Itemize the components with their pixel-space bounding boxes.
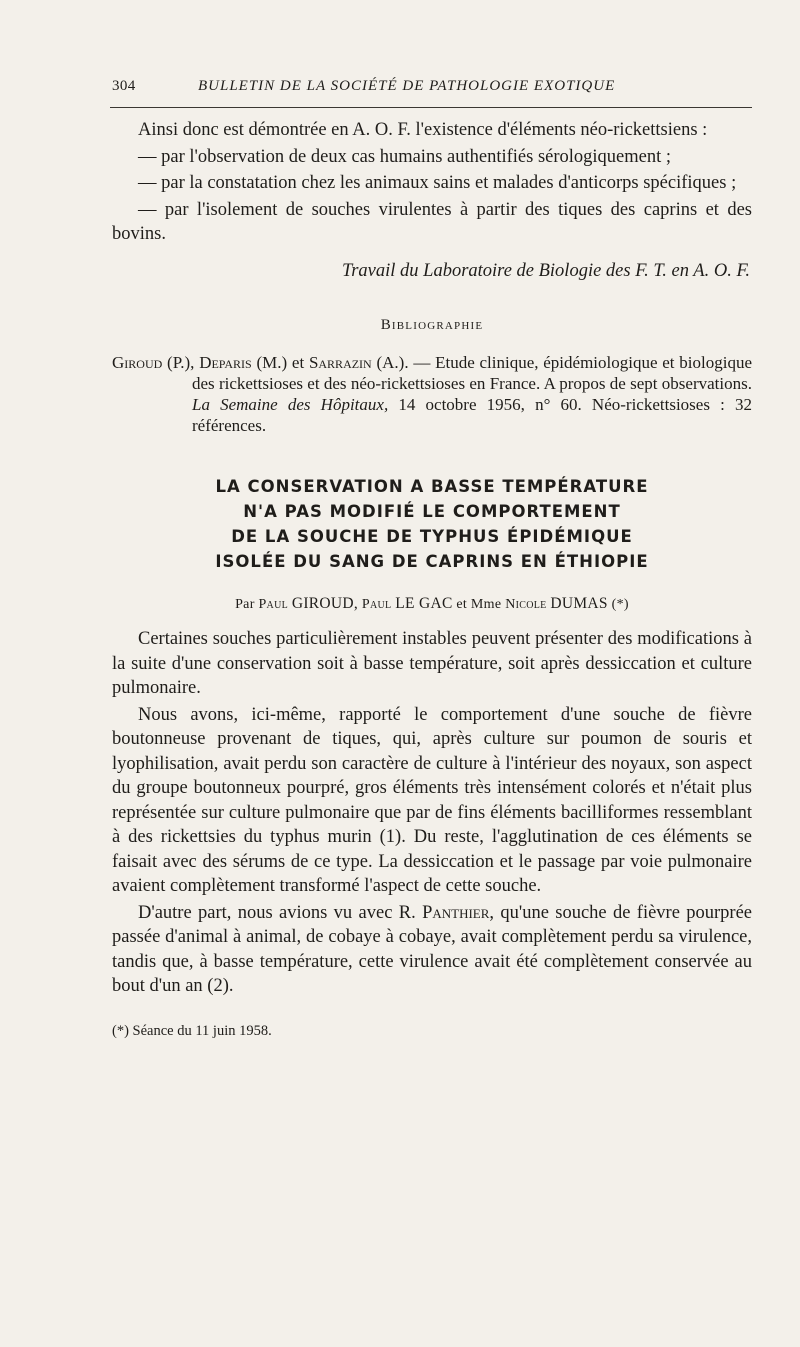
cited-name: Panthier, [422,902,495,923]
running-title: BULLETIN DE LA SOCIÉTÉ DE PATHOLOGIE EXOTIQUE [198,78,616,94]
title-line: ISOLÉE DU SANG DE CAPRINS EN ÉTHIOPIE [215,551,649,571]
ref-journal: La Semaine des Hôpitaux, [192,394,389,414]
article-body [112,627,752,1043]
conclusion-paragraph: Ainsi donc est démontrée en A. O. F. l'existence d'éléments néo-rickettsiens : [138,120,708,140]
article-byline: Par Paul GIROUD, Paul LE GAC et Mme Nicole DUMAS (*) [235,594,629,612]
laboratory-credit: Travail du Laboratoire de Biologie des F. T. en A. O. F. [341,260,750,281]
article-paragraph: Nous avons, ici-même, rapporté le comportement d'une souche de fièvre boutonneuse provenant de tiques, qui, après culture sur poumon de souris et lyophilisation, avait perdu son caractère de culture à l'intérieur des noyaux, son aspect du groupe boutonneux pourpré, gros éléments très intensément colorés et n'était plus représentée sur culture pulmonaire que par de fins éléments bacilliformes ressemblant à des rickettsies du typhus murin (1). Du reste, l'agglutination de ces éléments se faisait avec des sérums de ce type. La dessiccation et le passage par voie pulmonaire avaient complètement transformé l'aspect de cette souche. [112,704,752,896]
page-number: 304 [112,78,136,94]
page-body [112,118,752,1043]
ref-author: Sarrazin [308,352,372,372]
conclusion-item: — par l'observation de deux cas humains authentifiés sérologiquement ; [138,146,672,167]
ref-author-initial: (A.). [376,352,409,372]
ref-author: Deparis [199,352,252,372]
ref-author-initial: (P.), [167,352,195,372]
conclusion-item: — par l'isolement de souches virulentes à partir des tiques des caprins et des bovins. [112,199,752,244]
bibliography-heading: Bibliographie [380,317,484,333]
title-line: LA CONSERVATION A BASSE TEMPÉRATURE [215,476,649,496]
article-title [112,474,752,574]
article-paragraph: D'autre part, nous avions vu avec R. Panthier, qu'une souche de fièvre pourprée passée d'animal à animal, de cobaye à cobaye, avait complètement perdu sa virulence, tandis que, à basse température, cette virulence avait été complètement conservée au bout d'un an (2). [112,902,752,996]
header-rule [110,107,752,108]
title-line: DE LA SOUCHE DE TYPHUS ÉPIDÉMIQUE [231,526,633,546]
footnote: (*) Séance du 11 juin 1958. [112,1022,272,1039]
bibliography-reference [112,352,752,436]
ref-text: 14 octobre 1956, n° 60. Néo-rickettsioses : 32 références. [192,394,752,435]
title-line: N'A PAS MODIFIÉ LE COMPORTEMENT [243,501,621,521]
ref-author-initial: (M.) et [256,352,305,372]
article-paragraph: Certaines souches particulièrement instables peuvent présenter des modifications à la suite d'une conservation soit à basse température, soit après dessiccation et culture pulmonaire. [112,629,752,698]
conclusion-item: — par la constatation chez les animaux sains et malades d'anticorps spécifiques ; [138,173,737,193]
ref-author: Giroud [112,352,163,372]
ref-text: — Etude clinique, épidémiologique et biologique des rickettsioses et des néo-rickettsioses en France. A propos de sept observations. [192,352,752,393]
